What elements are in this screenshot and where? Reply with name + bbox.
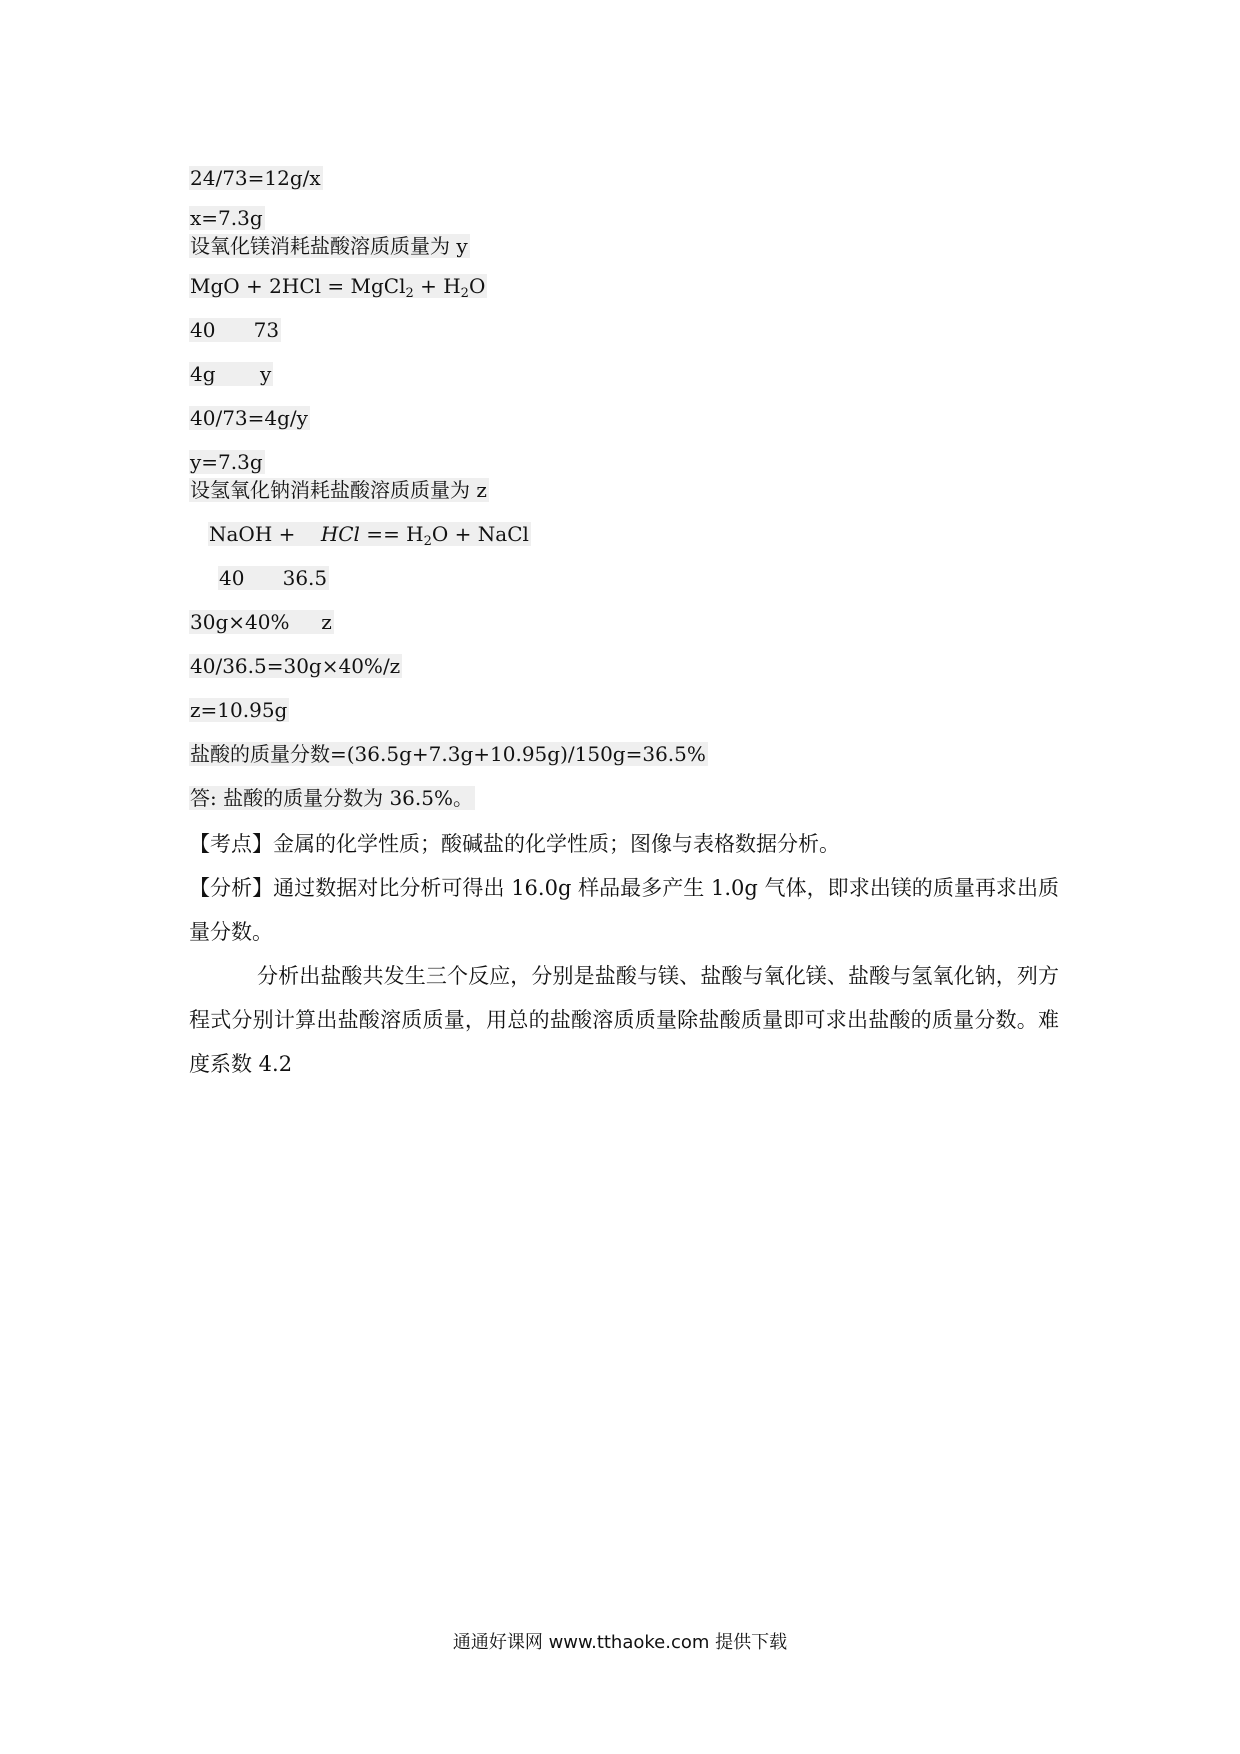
mgo-ratio: 40/73=4g/y — [190, 406, 308, 430]
equation-ratio-mg: 24/73=12g/x — [190, 166, 321, 190]
kaodian-paragraph: 【考点】金属的化学性质；酸碱盐的化学性质；图像与表格数据分析。 — [189, 832, 840, 856]
equation-mgo: MgO + 2HCl = MgCl$_2$ + $H_2O$ — [190, 274, 486, 301]
let-naoh-statement: 设氢氧化钠消耗盐酸溶质质量为 z — [190, 478, 487, 502]
naoh-given-values: 30g×40% z — [190, 610, 332, 634]
fenxi-continuation-paragraph: 分析出盐酸共发生三个反应，分别是盐酸与镁、盐酸与氧化镁、盐酸与氢氧化钠，列方程式分别计算出盐酸溶质质量，用总的盐酸溶质质量除盐酸质量即可求出盐酸的质量分数。难度系数 4.2 — [189, 964, 1059, 1076]
fenxi-paragraph: 【分析】通过数据对比分析可得出 16.0g 样品最多产生 1.0g 气体，即求出镁的质量再求出质量分数。 — [189, 876, 1059, 944]
naoh-molar-masses: 40 36.5 — [219, 566, 328, 590]
mgo-given-values: 4g y — [190, 362, 272, 386]
mass-fraction-calculation: 盐酸的质量分数=(36.5g+7.3g+10.95g)/150g=36.5% — [190, 742, 706, 766]
equation-naoh: NaOH + HCl == $H_2O$ + NaCl — [209, 522, 529, 549]
answer-line: 答: 盐酸的质量分数为 36.5%。 — [190, 786, 473, 810]
mgo-molar-masses: 40 73 — [190, 318, 280, 342]
result-z: z=10.95g — [190, 698, 288, 722]
page-footer: 通通好课网 www.tthaoke.com 提供下载 — [452, 1632, 788, 1653]
naoh-ratio: 40/36.5=30g×40%/z — [190, 654, 401, 678]
result-y: y=7.3g — [190, 450, 263, 474]
let-mgo-statement: 设氧化镁消耗盐酸溶质质量为 y — [190, 234, 468, 258]
result-x: x=7.3g — [190, 206, 263, 230]
